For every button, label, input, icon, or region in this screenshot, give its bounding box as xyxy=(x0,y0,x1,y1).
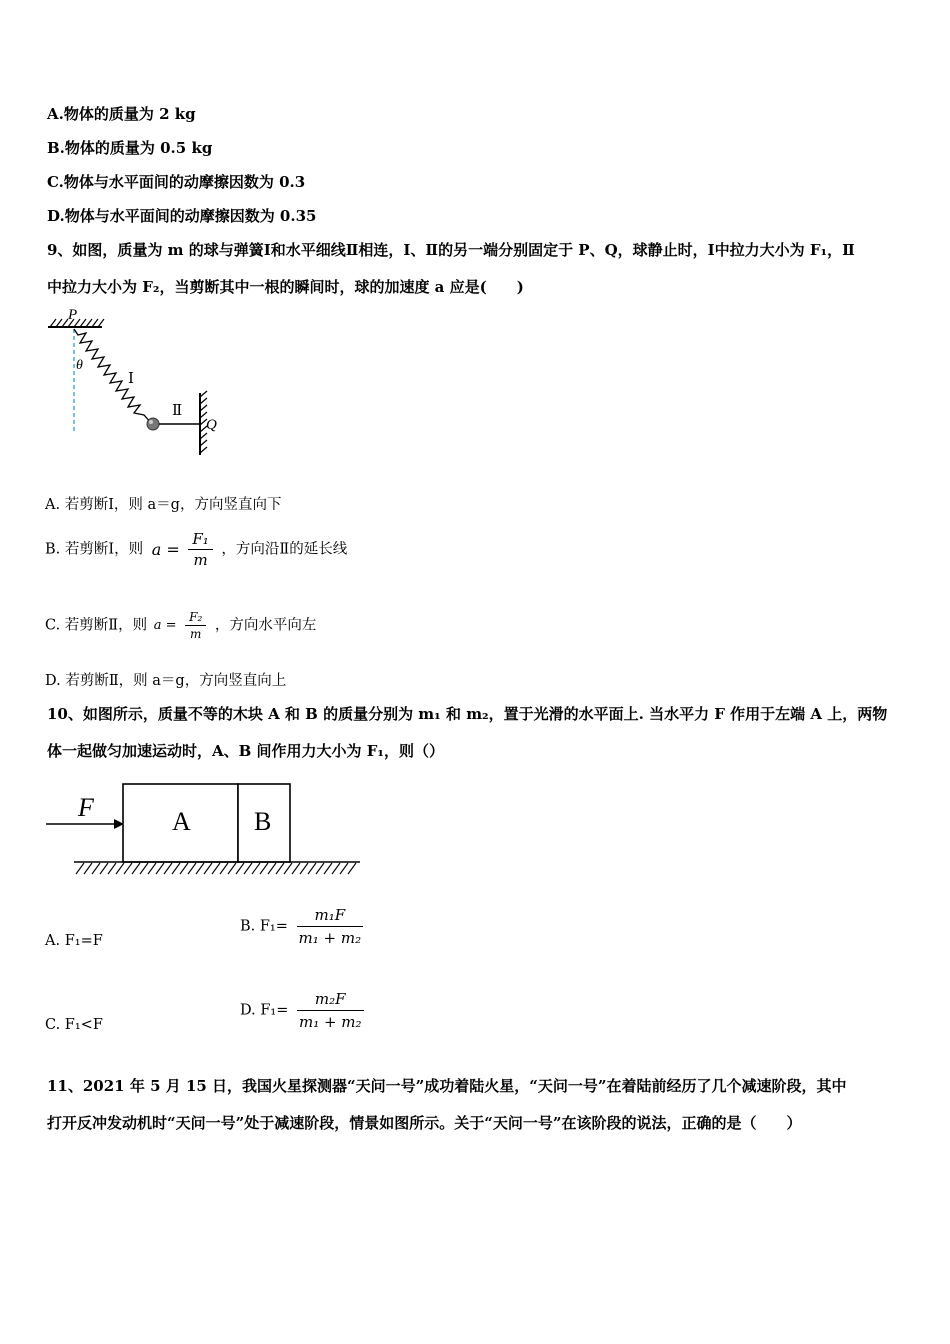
q9-figure xyxy=(40,305,240,460)
fraction-denominator: m xyxy=(190,627,202,641)
q9-option-c-suffix: ，方向水平向左 xyxy=(214,617,317,634)
label-force: F xyxy=(78,793,94,822)
fraction-numerator: F₂ xyxy=(185,610,206,626)
q9-option-a: A. 若剪断Ⅰ，则 a＝g，方向竖直向下 xyxy=(45,497,282,513)
q9-option-b-prefix: B. 若剪断Ⅰ，则 xyxy=(45,541,144,558)
label-string: Ⅱ xyxy=(172,403,183,419)
q10-option-b-fraction xyxy=(297,906,364,947)
label-theta: θ xyxy=(76,358,83,373)
q10-stem-line2: 体一起做匀加速运动时，A、B 间作用力大小为 F₁，则（） xyxy=(47,742,444,760)
q10-stem-line1: 10、如图所示，质量不等的木块 A 和 B 的质量分别为 m₁ 和 m₂，置于光滑的水平面上. 当水平力 F 作用于左端 A 上，两物 xyxy=(47,705,888,723)
q9-option-b xyxy=(45,530,347,569)
q8-option-b: B.物体的质量为 0.5 kg xyxy=(47,139,213,157)
q10-option-b-prefix: B. F₁= xyxy=(240,918,288,935)
q9-option-c xyxy=(45,610,316,641)
q9-stem-line2: 中拉力大小为 F₂，当剪断其中一根的瞬间时，球的加速度 a 应是( ) xyxy=(47,278,524,296)
label-spring: Ⅰ xyxy=(128,371,134,387)
fraction-denominator: m₁ + m₂ xyxy=(298,1013,362,1031)
q10-option-b xyxy=(240,906,367,947)
q10-option-d-fraction xyxy=(297,990,364,1031)
ground-hatch xyxy=(76,863,356,874)
q8-option-a: A.物体的质量为 2 kg xyxy=(47,105,196,123)
ball xyxy=(147,418,159,430)
q8-option-c: C.物体与水平面间的动摩擦因数为 0.3 xyxy=(47,173,306,191)
q9-option-c-lhs: a = xyxy=(153,618,177,633)
q10-figure xyxy=(40,780,370,880)
q10-option-d xyxy=(240,990,368,1031)
q9-option-d: D. 若剪断Ⅱ，则 a＝g，方向竖直向上 xyxy=(45,673,287,689)
fraction-denominator: m xyxy=(193,551,208,569)
fraction-numerator: F₁ xyxy=(188,530,212,550)
label-block-b: B xyxy=(254,807,272,836)
label-block-a: A xyxy=(172,807,191,836)
fraction-numerator: m₂F xyxy=(297,990,364,1011)
q9-stem-line1: 9、如图，质量为 m 的球与弹簧Ⅰ和水平细线Ⅱ相连，Ⅰ、Ⅱ的另一端分别固定于 P、Q，球静止时，Ⅰ中拉力大小为 F₁，Ⅱ xyxy=(47,241,855,259)
q10-option-d-prefix: D. F₁= xyxy=(240,1002,289,1019)
q9-option-c-prefix: C. 若剪断Ⅱ，则 xyxy=(45,617,148,634)
q10-option-a: A. F₁=F xyxy=(45,933,103,949)
q11-stem-line2: 打开反冲发动机时“天问一号”处于减速阶段，情景如图所示。关于“天问一号”在该阶段的说法，正确的是（ ） xyxy=(47,1114,802,1132)
ball-highlight xyxy=(149,420,153,424)
q9-option-c-fraction xyxy=(185,610,206,641)
fraction-denominator: m₁ + m₂ xyxy=(298,929,362,947)
label-q: Q xyxy=(206,417,217,433)
q9-option-b-suffix: ，方向沿Ⅱ的延长线 xyxy=(221,541,348,558)
q9-option-b-fraction xyxy=(188,530,212,569)
label-p: P xyxy=(68,307,78,323)
q11-stem-line1: 11、2021 年 5 月 15 日，我国火星探测器“天问一号”成功着陆火星，“天问一号”在着陆前经历了几个减速阶段，其中 xyxy=(47,1077,847,1095)
q9-option-b-lhs: a = xyxy=(151,540,180,559)
fraction-numerator: m₁F xyxy=(297,906,364,927)
spring xyxy=(74,329,152,424)
q8-option-d: D.物体与水平面间的动摩擦因数为 0.35 xyxy=(47,207,317,225)
q10-option-c: C. F₁<F xyxy=(45,1017,103,1033)
